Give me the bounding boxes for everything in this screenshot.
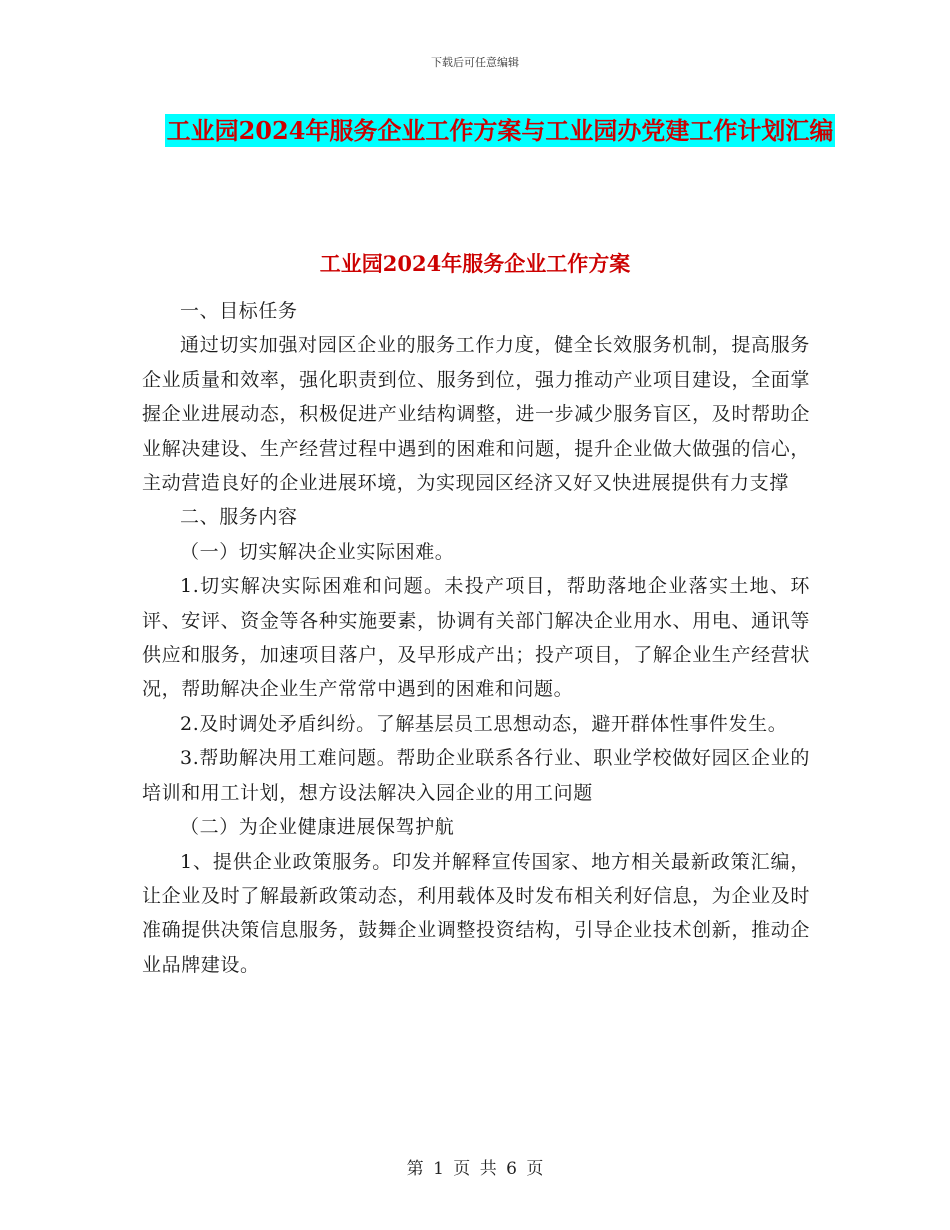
document-main-title (140, 110, 860, 152)
paragraph-item-3: 3.帮助解决用工难问题。帮助企业联系各行业、职业学校做好园区企业的培训和用工计划，想方设法解决入园企业的用工问题 (142, 747, 810, 804)
paragraph-item-1: 1.切实解决实际困难和问题。未投产项目，帮助落地企业落实土地、环评、安评、资金等各种实施要素，协调有关部门解决企业用水、用电、通讯等供应和服务，加速项目落户，及早形成产出；投产项目，了解企业生产经营状况，帮助解决企业生产常常中遇到的困难和问题。 (142, 575, 810, 701)
subheading-solve-difficulties: （一）切实解决企业实际困难。 (180, 540, 455, 563)
paragraph-objectives: 通过切实加强对园区企业的服务工作力度，健全长效服务机制，提高服务企业质量和效率，强化职责到位、服务到位，强力推动产业项目建设，全面掌握企业进展动态，积极促进产业结构调整，进一步减少服务盲区，及时帮助企业解决建设、生产经营过程中遇到的困难和问题，提升企业做大做强的信心，主动营造良好的企业进展环境，为实现园区经济又好又快进展提供有力支撑 (142, 334, 810, 495)
paragraph-policy-service: 1、提供企业政策服务。印发并解释宣传国家、地方相关最新政策汇编，让企业及时了解最新政策动态，利用载体及时发布相关利好信息，为企业及时准确提供决策信息服务，鼓舞企业调整投资结构，引导企业技术创新，推动企业品牌建设。 (142, 850, 810, 976)
subheading-escort-development: （二）为企业健康进展保驾护航 (180, 816, 455, 839)
page-number-footer: 第 1 页 共 6 页 (406, 1159, 544, 1179)
main-title-highlight: 工业园2024年服务企业工作方案与工业园办党建工作计划汇编 (166, 116, 834, 145)
document-body (142, 294, 810, 982)
heading-service-content: 二、服务内容 (180, 506, 298, 529)
page-header-note: 下载后可任意编辑 (431, 56, 519, 69)
paragraph-item-2: 2.及时调处矛盾纠纷。了解基层员工思想动态，避开群体性事件发生。 (180, 712, 788, 735)
heading-objectives: 一、目标任务 (180, 300, 298, 322)
section-title: 工业园2024年服务企业工作方案 (319, 251, 631, 276)
